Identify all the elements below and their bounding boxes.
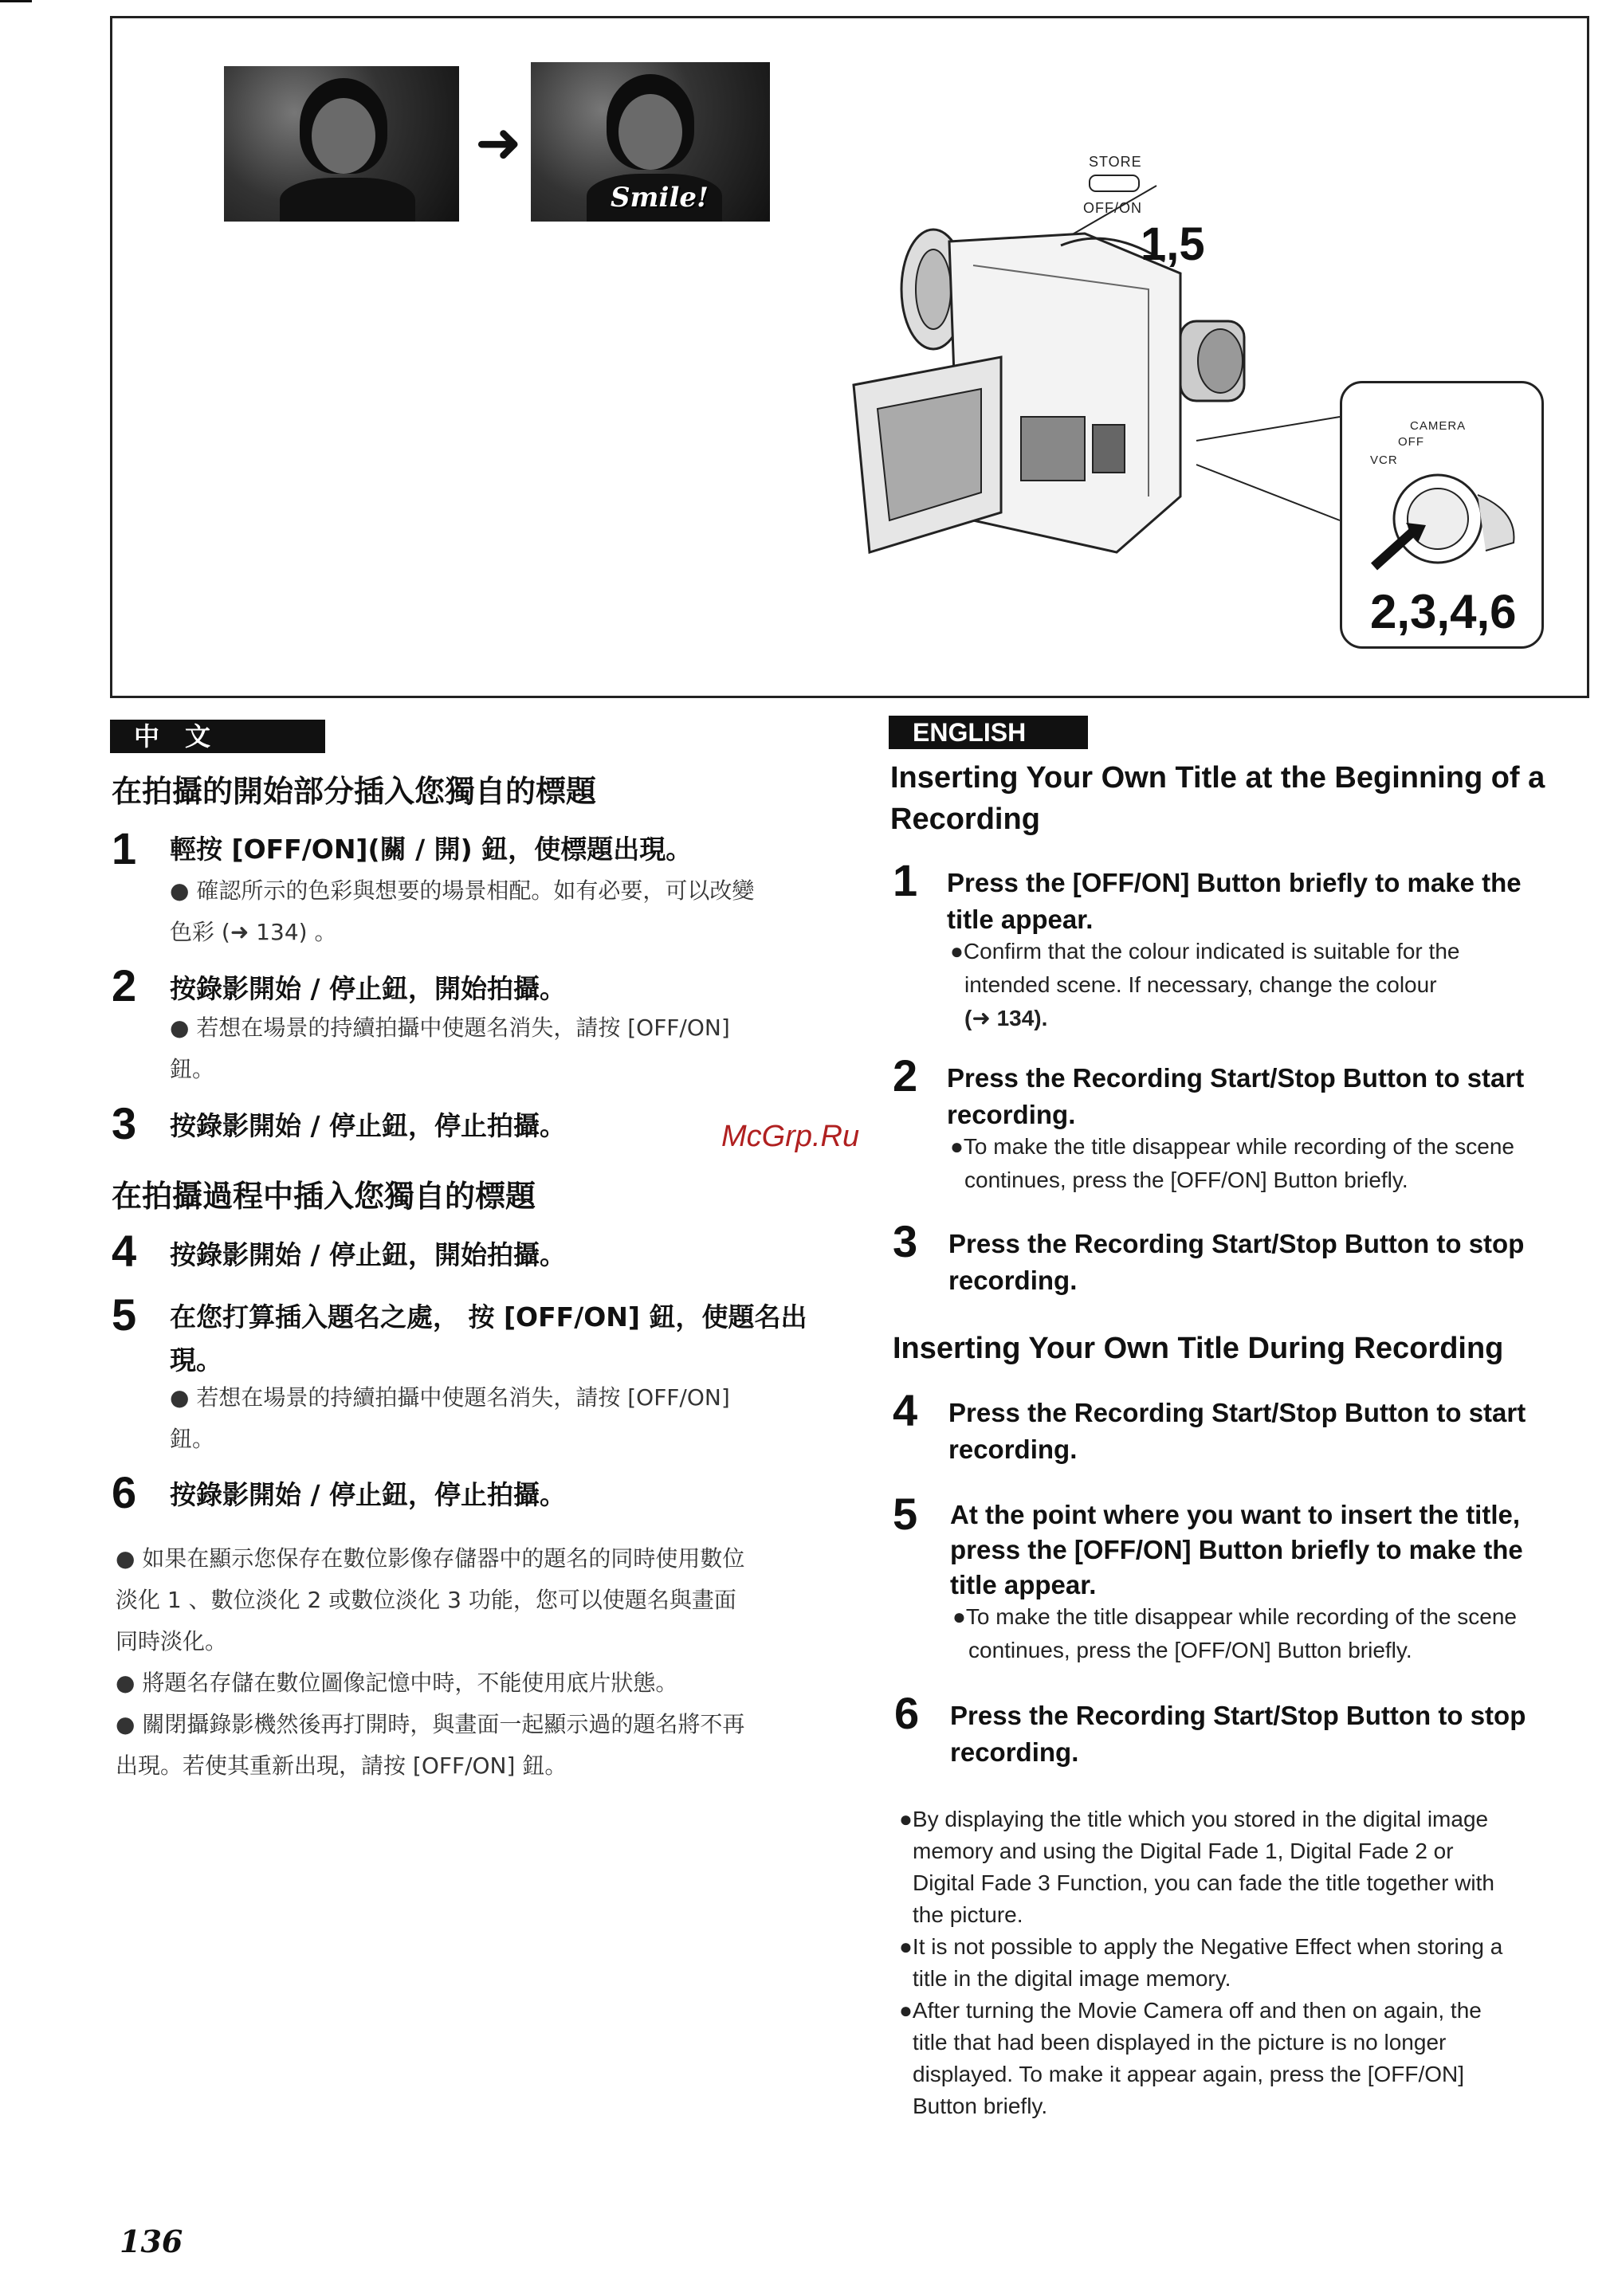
en-note-3-line4: Button briefly. [913, 2094, 1048, 2118]
cn-note-3-line1: ● 關閉攝錄影機然後再打開時，與畫面一起顯示過的題名將不再 [116, 1711, 745, 1737]
camera-label: CAMERA [1410, 419, 1467, 433]
page-number: 136 [120, 2223, 183, 2259]
en-step-2-note-line1: ●To make the title disappear while recording of the scene [950, 1134, 1514, 1159]
cn-step-3-number: 3 [112, 1098, 137, 1148]
en-note-1-line3: Digital Fade 3 Function, you can fade the title together with [913, 1870, 1494, 1895]
cn-step-1-number: 1 [112, 823, 137, 873]
en-step-2-text-line2: recording. [947, 1100, 1076, 1129]
offon-label: OFF/ON [1083, 200, 1142, 216]
en-note-3-line2: title that had been displayed in the picture is no longer [913, 2030, 1447, 2055]
chinese-section-label: 中 文 [110, 720, 325, 753]
en-step-6-number: 6 [894, 1688, 920, 1738]
mode-dial-icon [1358, 455, 1526, 575]
cn-step-4-number: 4 [112, 1226, 137, 1276]
cn-step-5-text-line2: 現。 [170, 1344, 222, 1376]
en-step-6-text-line1: Press the Recording Start/Stop Button to stop [950, 1701, 1526, 1730]
smile-title-overlay: Smile! [611, 182, 709, 214]
cn-step-1-note-line1: ● 確認所示的色彩與想要的場景相配。如有必要，可以改變 [170, 877, 755, 904]
cn-step-6-text: 按錄影開始 / 停止鈕，停止拍攝。 [170, 1479, 567, 1510]
en-note-1-line4: the picture. [913, 1902, 1023, 1927]
cn-note-1-line1: ● 如果在顯示您保存在數位影像存儲器中的題名的同時使用數位 [116, 1545, 745, 1572]
cn-note-1-line3: 同時淡化。 [116, 1628, 228, 1654]
cn-step-1-note-line2: 色彩 (➜ 134) 。 [170, 919, 337, 945]
cn-step-2-note-line1: ● 若想在場景的持續拍攝中使題名消失，請按 [OFF/ON] [170, 1015, 730, 1041]
en-step-5-text-line3: title appear. [950, 1570, 1097, 1599]
cn-step-2-number: 2 [112, 960, 137, 1011]
mode-dial-inset [1340, 381, 1544, 649]
watermark-text: McGrp.Ru [721, 1120, 860, 1153]
en-note-1-line1: ●By displaying the title which you stored in the digital image [899, 1807, 1489, 1831]
cn-step-3-text: 按錄影開始 / 停止鈕，停止拍攝。 [170, 1110, 567, 1141]
cn-note-3-line2: 出現。若使其重新出現，請按 [OFF/ON] 鈕。 [116, 1752, 567, 1779]
en-step-2-note-line2: continues, press the [OFF/ON] Button briefly. [964, 1168, 1408, 1192]
en-step-5-text-line2: press the [OFF/ON] Button briefly to make the [950, 1535, 1523, 1564]
cn-step-5-number: 5 [112, 1289, 137, 1340]
en-step-6-text-line2: recording. [950, 1737, 1079, 1767]
vcr-label: VCR [1370, 453, 1398, 467]
en-step-4-text-line2: recording. [948, 1435, 1078, 1464]
en-step-1-number: 1 [893, 855, 918, 905]
store-switch-icon [1089, 175, 1140, 192]
en-step-1-note-line3: (➜ 134). [964, 1006, 1048, 1030]
en-step-3-text-line2: recording. [948, 1266, 1078, 1295]
cn-step-5-note-line2: 鈕。 [170, 1426, 215, 1452]
en-step-1-text-line2: title appear. [947, 905, 1094, 934]
en-step-2-text-line1: Press the Recording Start/Stop Button to start [947, 1063, 1525, 1093]
chinese-heading-1: 在拍攝的開始部分插入您獨自的標題 [112, 774, 597, 809]
en-step-5-text-line1: At the point where you want to insert the title, [950, 1500, 1521, 1529]
callout-1-5: 1,5 [1141, 218, 1205, 270]
cn-step-2-text: 按錄影開始 / 停止鈕，開始拍攝。 [170, 973, 567, 1004]
cn-note-1-line2: 淡化 1 、數位淡化 2 或數位淡化 3 功能，您可以使題名與畫面 [116, 1587, 736, 1613]
callout-2-3-4-6: 2,3,4,6 [1370, 585, 1517, 638]
chinese-heading-2: 在拍攝過程中插入您獨自的標題 [112, 1179, 536, 1214]
illustration-figure [110, 16, 1589, 698]
en-step-5-number: 5 [893, 1489, 918, 1539]
top-rule [0, 0, 32, 2]
cn-step-2-note-line2: 鈕。 [170, 1056, 215, 1082]
store-label: STORE [1089, 154, 1142, 170]
cn-step-4-text: 按錄影開始 / 停止鈕，開始拍攝。 [170, 1239, 567, 1270]
en-note-2-line1: ●It is not possible to apply the Negative Effect when storing a [899, 1934, 1503, 1959]
off-label: OFF [1398, 435, 1424, 449]
arrow-icon: ➜ [475, 112, 522, 174]
english-section-label: ENGLISH [889, 716, 1088, 749]
en-note-3-line3: displayed. To make it appear again, press the [OFF/ON] [913, 2062, 1465, 2086]
en-step-1-note-line2: intended scene. If necessary, change the colour [964, 972, 1437, 997]
en-step-4-text-line1: Press the Recording Start/Stop Button to start [948, 1398, 1526, 1427]
en-step-1-note-line1: ●Confirm that the colour indicated is suitable for the [950, 939, 1460, 964]
en-step-4-number: 4 [893, 1385, 918, 1435]
english-heading-2: Inserting Your Own Title During Recording [893, 1332, 1504, 1365]
en-note-3-line1: ●After turning the Movie Camera off and then on again, the [899, 1998, 1482, 2023]
photo-before [224, 66, 459, 222]
en-note-1-line2: memory and using the Digital Fade 1, Digital Fade 2 or [913, 1839, 1454, 1863]
en-step-3-number: 3 [893, 1216, 918, 1266]
cn-step-6-number: 6 [112, 1467, 137, 1517]
english-heading-1-line2: Recording [890, 803, 1040, 836]
en-step-5-note-line1: ●To make the title disappear while recording of the scene [952, 1604, 1517, 1629]
en-step-5-note-line2: continues, press the [OFF/ON] Button briefly. [968, 1638, 1412, 1662]
cn-step-5-text-line1: 在您打算插入題名之處， 按 [OFF/ON] 鈕，使題名出 [170, 1301, 807, 1332]
en-step-2-number: 2 [893, 1050, 918, 1101]
cn-step-1-text: 輕按 [OFF/ON](關 / 開) 鈕，使標題出現。 [170, 834, 693, 865]
en-step-1-text-line1: Press the [OFF/ON] Button briefly to make the [947, 868, 1522, 897]
cn-step-5-note-line1: ● 若想在場景的持續拍攝中使題名消失，請按 [OFF/ON] [170, 1384, 730, 1411]
en-step-3-text-line1: Press the Recording Start/Stop Button to stop [948, 1229, 1525, 1258]
english-heading-1-line1: Inserting Your Own Title at the Beginning of a [890, 761, 1545, 795]
en-note-2-line2: title in the digital image memory. [913, 1966, 1231, 1991]
cn-note-2-line1: ● 將題名存儲在數位圖像記憶中時，不能使用底片狀態。 [116, 1670, 678, 1696]
camcorder-illustration [734, 178, 1356, 592]
